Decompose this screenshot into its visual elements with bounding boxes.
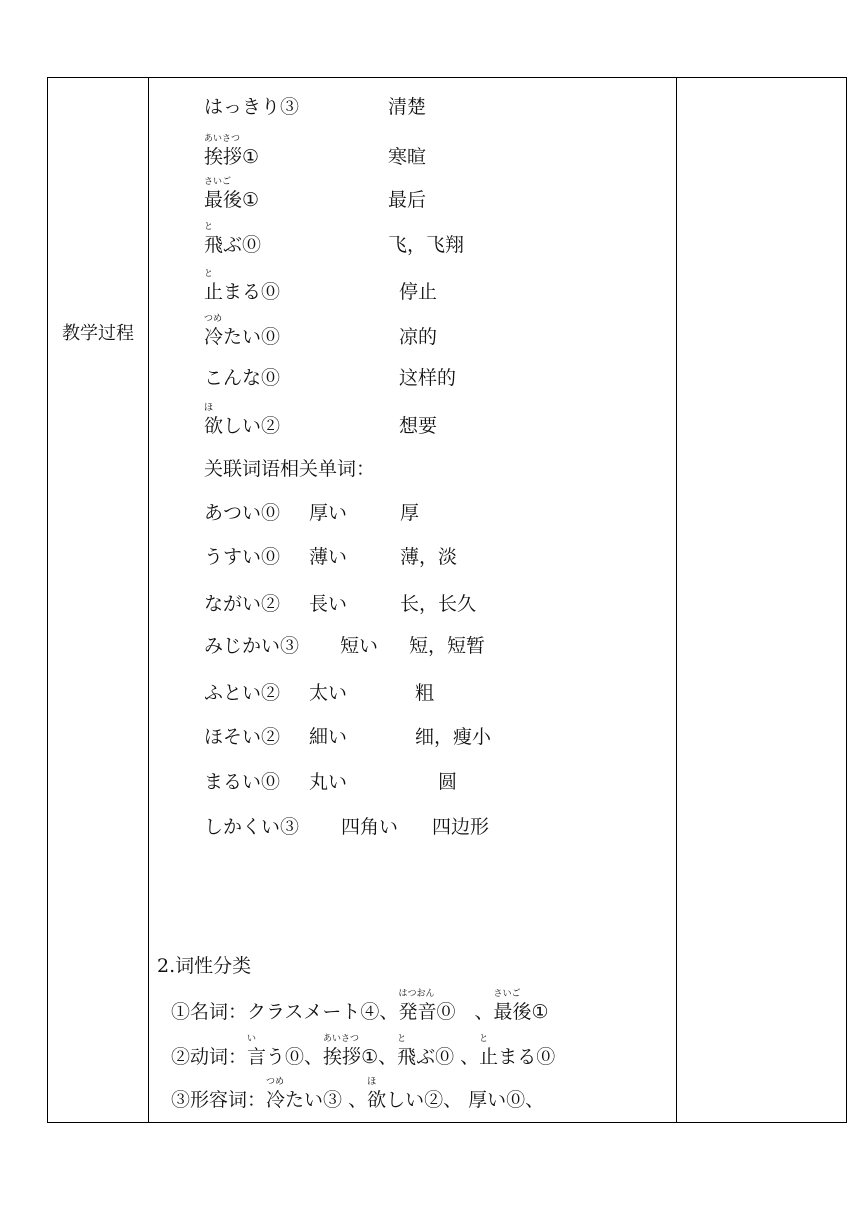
pos-suffix: ①、: [361, 1046, 398, 1068]
vocab-item: [204, 222, 262, 256]
section-heading: 2.词性分类: [157, 955, 252, 977]
furigana: と: [204, 222, 214, 232]
vocab-meaning: 想要: [399, 415, 438, 437]
related-meaning: 四边形: [432, 816, 490, 838]
vocab-word: こんな⓪: [204, 367, 281, 389]
vocab-item: [204, 134, 260, 168]
vocab-meaning: 飞，飞翔: [388, 234, 465, 256]
pos-kanji: 言: [247, 1046, 267, 1068]
vocab-meaning: 停止: [399, 281, 438, 303]
furigana: あいさつ: [204, 134, 241, 144]
pos-suffix: たい③ 、: [285, 1089, 368, 1111]
pos-label: ②动词：: [171, 1046, 248, 1068]
lesson-table: [47, 77, 847, 1123]
vocab-item: [204, 269, 281, 303]
furigana: つめ: [266, 1077, 285, 1087]
related-meaning: 薄，淡: [400, 546, 458, 568]
related-meaning: 圆: [438, 771, 458, 793]
related-kana: あつい⓪: [204, 502, 281, 524]
related-kana: みじかい③: [204, 635, 300, 657]
vocab-meaning: 清楚: [388, 96, 427, 118]
pos-kanji: 最後: [493, 1001, 532, 1023]
related-kanji: 長い: [309, 593, 348, 615]
related-kana: ふとい②: [204, 682, 281, 704]
vocab-word: はっきり③: [204, 96, 300, 118]
furigana: い: [247, 1034, 257, 1044]
pos-suffix: う⓪、: [266, 1046, 324, 1068]
vocab-item: [204, 314, 281, 348]
furigana: ほ: [367, 1077, 377, 1087]
furigana: と: [479, 1034, 489, 1044]
related-meaning: 粗: [415, 682, 435, 704]
vocab-kanji: 最後: [204, 189, 243, 211]
furigana: はつおん: [398, 989, 435, 999]
pos-kanji: 冷: [266, 1089, 286, 1111]
pos-suffix: しい②、 厚い⓪、: [386, 1089, 545, 1111]
vocab-kanji: 挨拶: [204, 146, 243, 168]
vocab-item: [204, 403, 281, 437]
pos-label: ①名词：クラスメート④、: [171, 1001, 399, 1023]
related-meaning: 短，短暂: [409, 635, 486, 657]
pos-kanji: 挨拶: [323, 1046, 362, 1068]
pos-noun-line: [171, 989, 549, 1023]
vocab-suffix: ①: [242, 189, 260, 211]
row-label: 教学过程: [62, 323, 134, 344]
related-meaning: 细，瘦小: [415, 726, 492, 748]
pos-kanji: 止: [479, 1046, 499, 1068]
pos-adj-line: [171, 1077, 545, 1111]
furigana: さいご: [493, 989, 521, 999]
furigana: と: [204, 269, 214, 279]
furigana: と: [397, 1034, 407, 1044]
related-kana: うすい⓪: [204, 546, 281, 568]
column-divider: [676, 78, 677, 1122]
vocab-kanji: 冷: [204, 326, 224, 348]
related-kanji: 太い: [309, 682, 348, 704]
related-kanji: 四角い: [341, 816, 399, 838]
pos-suffix: まる⓪: [498, 1046, 556, 1068]
related-kanji: 薄い: [309, 546, 348, 568]
related-kana: ほそい②: [204, 726, 281, 748]
related-kanji: 細い: [309, 726, 348, 748]
furigana: あいさつ: [323, 1034, 360, 1044]
vocab-meaning: 寒暄: [388, 146, 427, 168]
vocab-item: [204, 177, 260, 211]
related-heading: 关联词语相关单词：: [204, 458, 376, 480]
vocab-item: [204, 96, 299, 118]
related-kanji: 厚い: [309, 502, 348, 524]
column-divider: [148, 78, 149, 1122]
related-kanji: 短い: [340, 635, 379, 657]
pos-verb-line: [171, 1034, 556, 1068]
pos-kanji: 飛: [397, 1046, 417, 1068]
pos-kanji: 欲: [367, 1089, 387, 1111]
vocab-suffix: まる⓪: [223, 281, 281, 303]
furigana: つめ: [204, 314, 223, 324]
vocab-item: [204, 367, 280, 389]
related-meaning: 厚: [400, 502, 420, 524]
vocab-kanji: 欲: [204, 415, 224, 437]
vocab-suffix: ①: [242, 146, 260, 168]
related-kana: しかくい③: [204, 816, 300, 838]
pos-kanji: 発音: [398, 1001, 437, 1023]
pos-suffix: ①: [531, 1001, 549, 1023]
related-meaning: 长，长久: [400, 593, 477, 615]
vocab-kanji: 飛: [204, 234, 224, 256]
related-kana: まるい⓪: [204, 771, 281, 793]
vocab-meaning: 最后: [388, 189, 427, 211]
vocab-suffix: しい②: [223, 415, 281, 437]
furigana: ほ: [204, 403, 214, 413]
vocab-meaning: 这样的: [399, 367, 457, 389]
pos-suffix: ⓪ 、: [436, 1001, 494, 1023]
vocab-meaning: 凉的: [399, 326, 438, 348]
pos-label: ③形容词：: [171, 1089, 267, 1111]
related-kana: ながい②: [204, 593, 281, 615]
vocab-suffix: たい⓪: [223, 326, 281, 348]
related-kanji: 丸い: [309, 771, 348, 793]
vocab-kanji: 止: [204, 281, 224, 303]
pos-suffix: ぶ⓪ 、: [416, 1046, 480, 1068]
furigana: さいご: [204, 177, 232, 187]
vocab-suffix: ぶ⓪: [223, 234, 262, 256]
